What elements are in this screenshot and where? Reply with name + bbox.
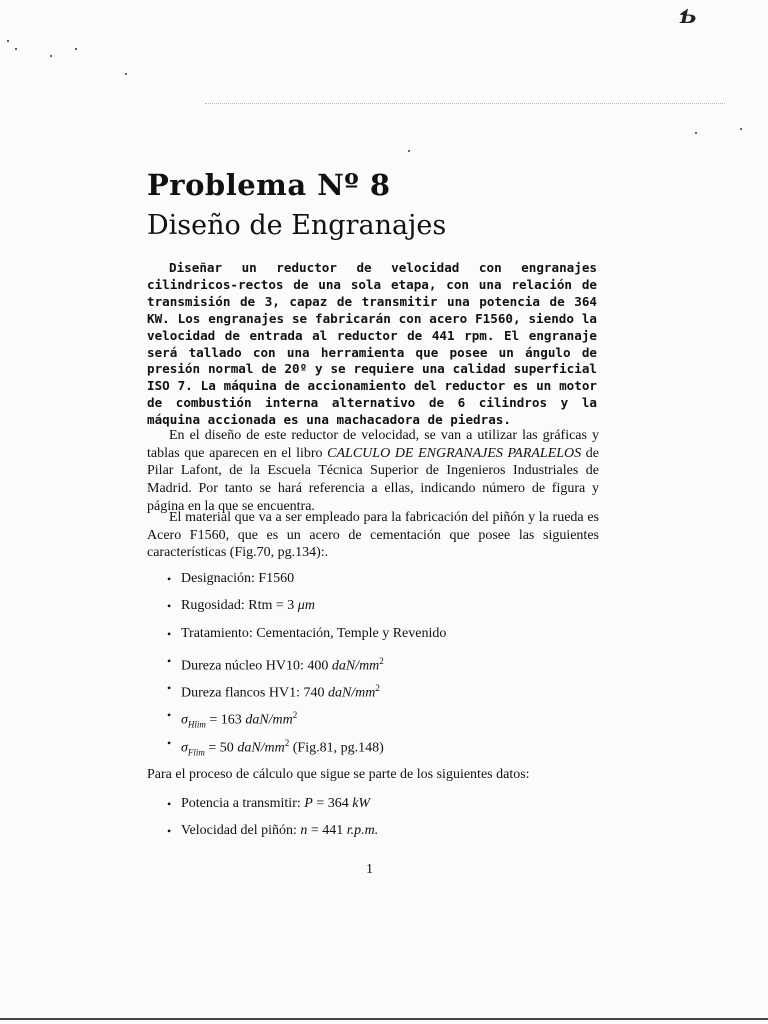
- scan-speck: [695, 132, 697, 134]
- list-item: [147, 795, 597, 822]
- problem-statement: Diseñar un reductor de velocidad con engranajes cilindricos-rectos de una sola etapa, con una relación de transmisión de 3, capaz de transmitir una potencia de 364 KW. Los engranajes se fabricarán con acero F1560, siendo la velocidad de entrada al reductor de 441 rpm. El engranaje será tallado con una herramienta que posee un ángulo de presión normal de 20º y se requiere una calidad superficial ISO 7. La máquina de accionamiento del reductor es un motor de combustión interna alternativo de 6 cilindros y la máquina accionada es una machacadora de piedras.: [147, 260, 597, 428]
- scan-speck: [15, 48, 17, 50]
- speed-value: = 441: [307, 823, 347, 838]
- handwritten-mark: Ƅ: [680, 4, 698, 28]
- sigma-f-unit: daN/mm: [237, 740, 285, 756]
- data-intro-paragraph: Para el proceso de cálculo que sigue se parte de los siguientes datos:: [147, 767, 530, 782]
- reference-text-rest: de Pilar Lafont, de la Escuela Técnica Superior de Ingenieros Industriales de Madrid. Por tanto se hará referencia a ellas, indicando número de figura y página en la que se encuentra.: [147, 445, 600, 514]
- scan-speck: [7, 40, 9, 42]
- power-unit: kW: [352, 796, 371, 811]
- sigma-symbol: σ: [181, 713, 188, 729]
- flank-hardness-unit: daN/mm: [327, 685, 376, 701]
- designation-text: Designación: F1560: [181, 571, 295, 586]
- reference-paragraph: [147, 427, 599, 516]
- sigma-h-value: = 163: [205, 713, 246, 729]
- speed-label: Velocidad del piñón:: [181, 823, 301, 838]
- scan-speck: [125, 73, 127, 75]
- list-item: [147, 734, 597, 761]
- exponent: 2: [375, 683, 380, 694]
- sigma-h-unit: daN/mm: [245, 713, 293, 729]
- sigma-f-value: = 50: [204, 740, 238, 756]
- exponent: 2: [292, 710, 298, 721]
- material-properties-list: [147, 570, 597, 761]
- list-item: [147, 570, 597, 597]
- list-item: [147, 597, 597, 624]
- scan-artifact-line: [205, 103, 725, 104]
- sigma-f-reference: (Fig.81, pg.148): [289, 740, 384, 756]
- book-title: CALCULO DE ENGRANAJES PARALELOS: [327, 445, 582, 461]
- core-hardness-unit: daN/mm: [331, 658, 380, 674]
- speed-unit: r.p.m.: [346, 823, 379, 838]
- list-item: [147, 822, 597, 849]
- problem-subtitle: Diseño de Engranajes: [147, 210, 447, 241]
- roughness-label: Rugosidad: Rtm = 3: [181, 598, 298, 614]
- list-item: [147, 706, 597, 733]
- scan-speck: [50, 55, 52, 57]
- page-number: 1: [366, 862, 373, 877]
- scan-speck: [75, 48, 77, 50]
- roughness-unit: μm: [297, 598, 315, 614]
- core-hardness-label: Dureza núcleo HV10: 400: [181, 658, 332, 674]
- treatment-text: Tratamiento: Cementación, Temple y Revenido: [181, 625, 447, 641]
- scan-speck: [740, 128, 742, 130]
- sigma-subscript: Hlim: [187, 719, 206, 730]
- power-value: = 364: [312, 796, 353, 811]
- exponent: 2: [284, 737, 290, 748]
- power-symbol: P: [304, 796, 313, 811]
- list-item: [147, 625, 597, 652]
- scan-speck: [408, 150, 410, 152]
- material-paragraph: El material que va a ser empleado para la fabricación del piñón y la rueda es Acero F1560, que es un acero de cementación que posee las siguientes características (Fig.70, pg.134):.: [147, 510, 599, 561]
- sigma-symbol: σ: [181, 740, 188, 756]
- power-label: Potencia a transmitir:: [181, 796, 305, 811]
- flank-hardness-label: Dureza flancos HV1: 740: [181, 685, 328, 701]
- problem-title: Problema Nº 8: [147, 168, 391, 202]
- list-item: [147, 652, 597, 679]
- exponent: 2: [379, 655, 384, 666]
- speed-symbol: n: [300, 823, 308, 838]
- list-item: [147, 679, 597, 706]
- scan-edge-line: [0, 1018, 768, 1020]
- sigma-subscript: Flim: [187, 747, 205, 758]
- reference-text-intro: En el diseño de este reductor de velocidad, se van a utilizar las gráficas y tablas que aparecen en el libro: [147, 428, 599, 461]
- input-data-list: [147, 795, 597, 849]
